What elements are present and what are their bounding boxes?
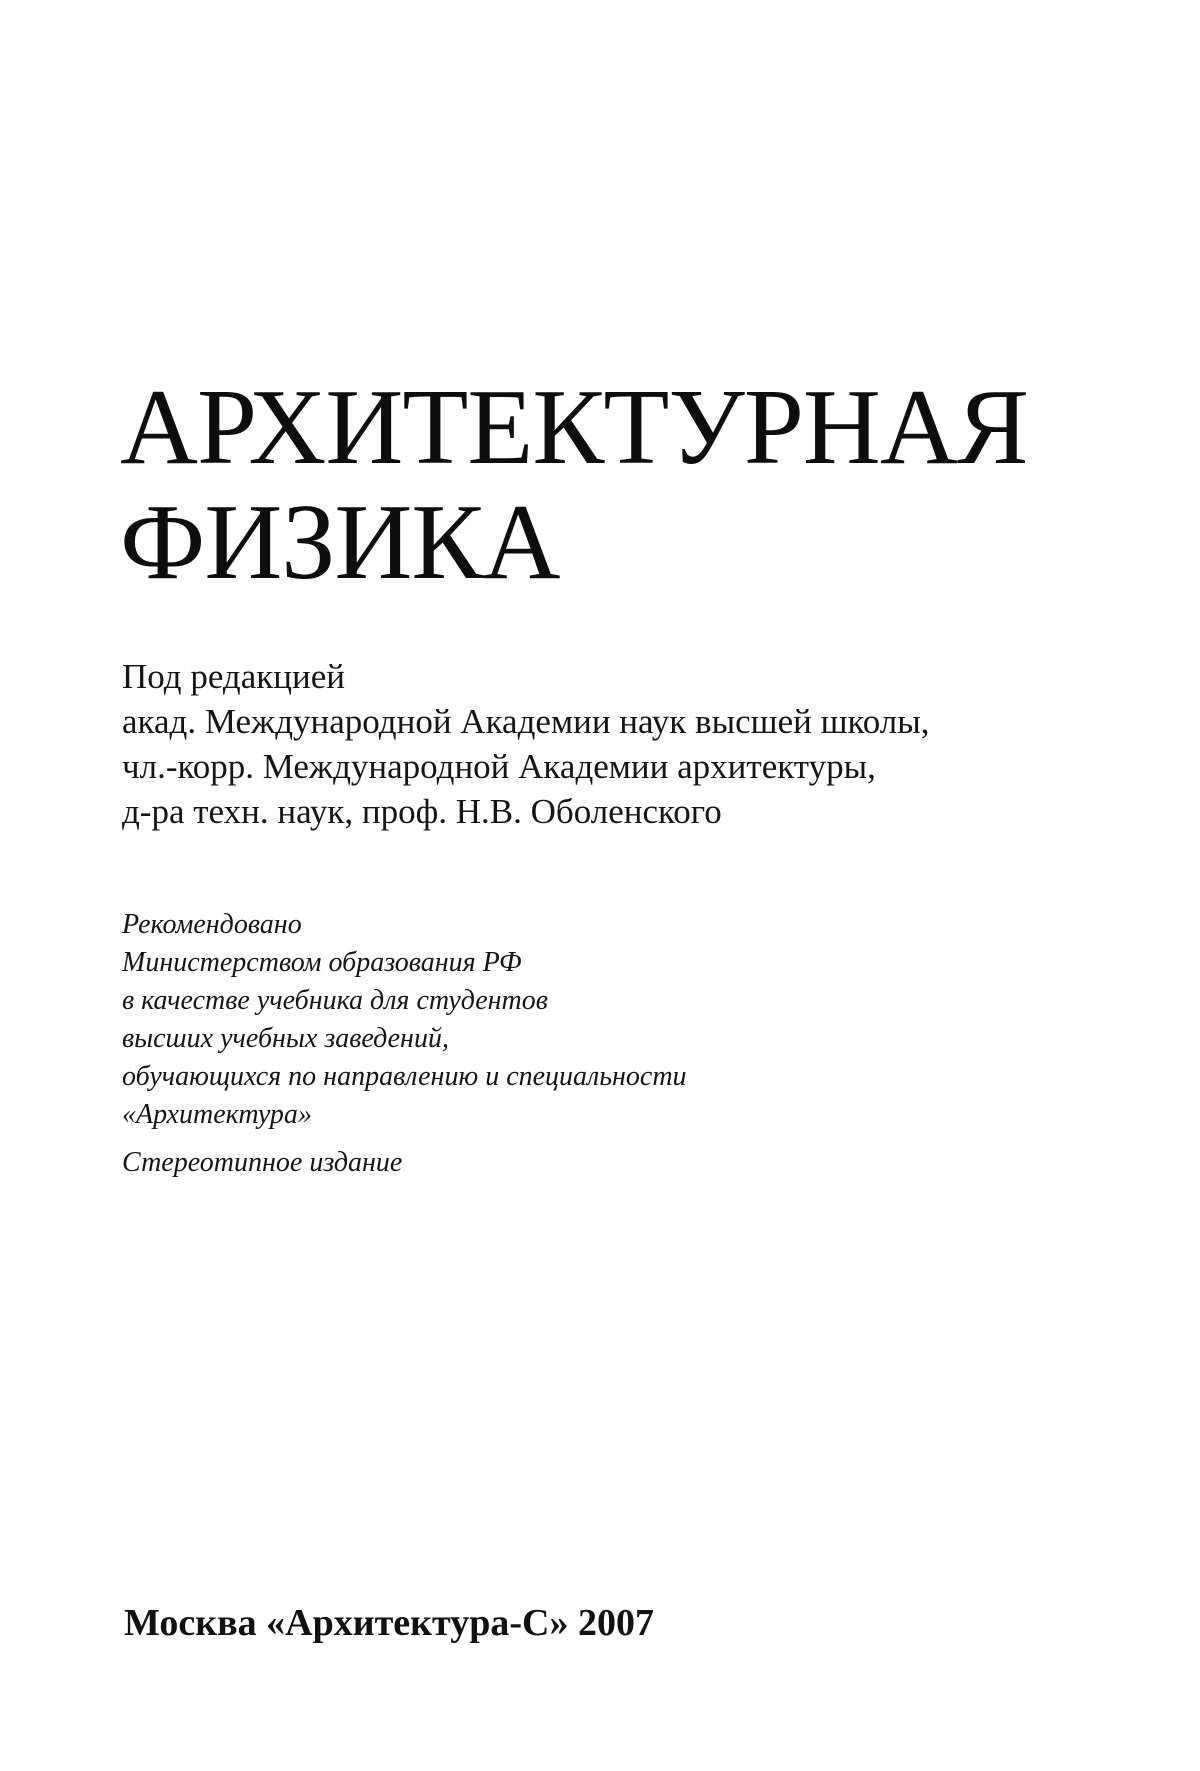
book-title	[120, 370, 1028, 600]
recommendation-line: Министерством образования РФ	[122, 947, 522, 978]
book-title-line-2: ФИЗИКА	[120, 483, 560, 602]
publisher-imprint: Москва «Архитектура-С» 2007	[124, 1602, 654, 1644]
book-title-line-1: АРХИТЕКТУРНАЯ	[120, 368, 1028, 487]
editor-line: д-ра техн. наук, проф. Н.В. Оболенского	[122, 792, 722, 831]
recommendation-line: Рекомендовано	[122, 909, 302, 940]
editor-line: акад. Международной Академии наук высшей школы,	[122, 702, 930, 741]
editor-line: чл.-корр. Международной Академии архитектуры,	[122, 747, 876, 786]
editor-block	[122, 654, 930, 834]
edition-note: Стереотипное издание	[122, 1147, 403, 1178]
recommendation-block	[122, 906, 687, 1134]
recommendation-line: обучающихся по направлению и специальности	[122, 1061, 687, 1092]
recommendation-line: в качестве учебника для студентов	[122, 985, 548, 1016]
editor-line: Под редакцией	[122, 657, 345, 696]
recommendation-line: высших учебных заведений,	[122, 1023, 449, 1054]
recommendation-line: «Архитектура»	[122, 1099, 312, 1130]
